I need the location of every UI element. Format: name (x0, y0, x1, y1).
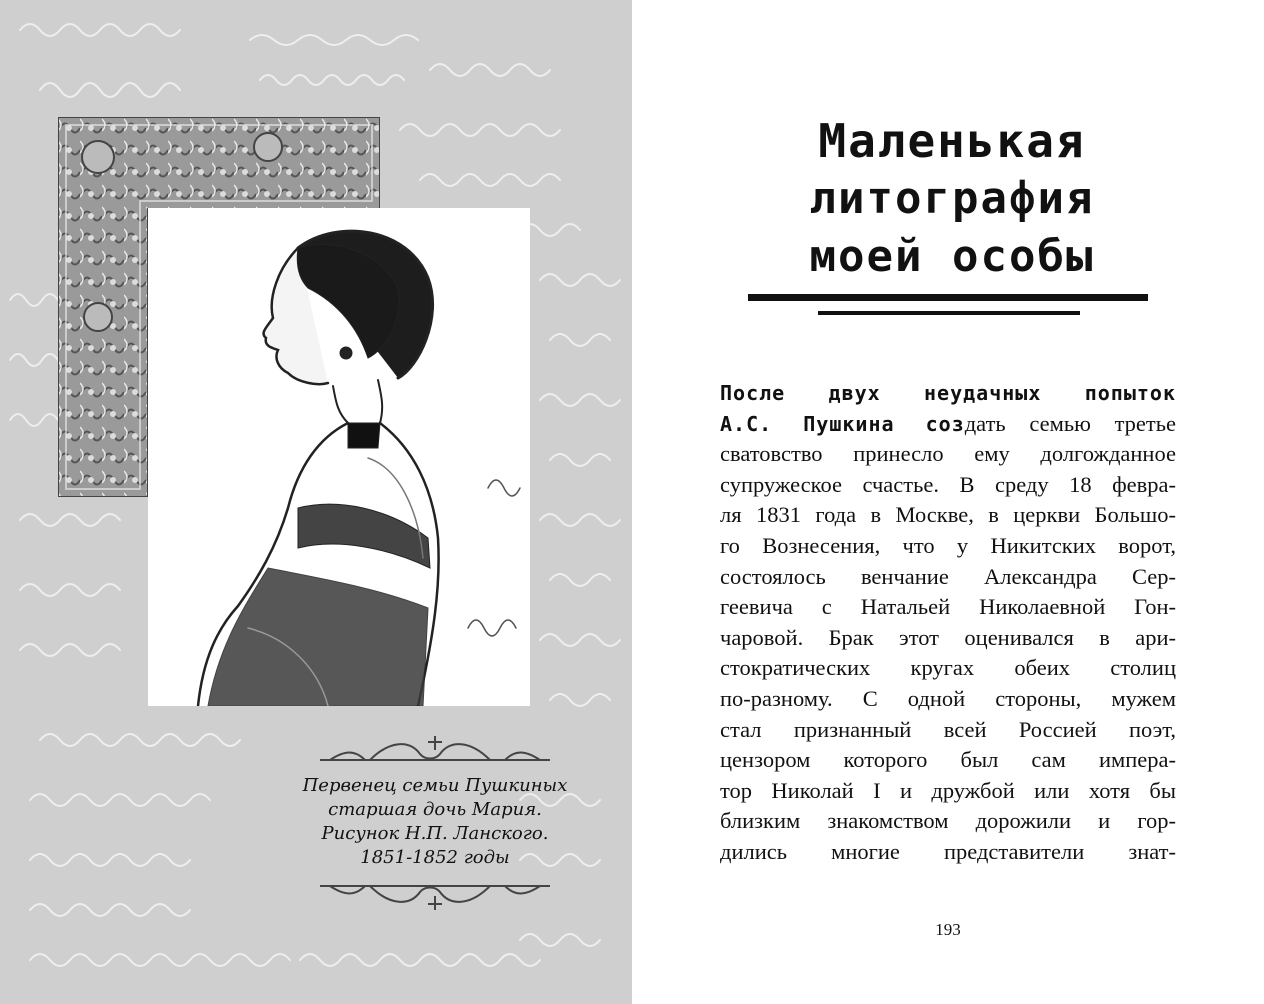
chapter-title-line-1: Маленькая (818, 114, 1086, 168)
portrait-caption (290, 774, 580, 870)
body-text (720, 378, 1176, 868)
title-rule-thick (748, 294, 1148, 301)
caption-line-1: Первенец семьи Пушкиных (302, 775, 568, 796)
chapter-title (742, 112, 1162, 286)
body-line: по-разному. С одной стороны, мужем (720, 685, 1176, 711)
body-line: тор Николай I и дружбой или хотя бы (720, 777, 1176, 803)
page-number: 193 (935, 920, 961, 939)
body-line: сватовство принесло ему долгожданное (720, 441, 1176, 467)
body-line-2-mono: А.С. Пушкина соз (720, 411, 965, 436)
caption-line-4: 1851-1852 годы (360, 847, 510, 868)
body-line: супружеское счастье. В среду 18 февра- (720, 471, 1176, 497)
body-lead-line: После двух неудачных попыток (720, 381, 1176, 405)
ornament-top (310, 730, 560, 770)
right-page (632, 0, 1264, 1004)
body-line: близким знакомством дорожили и гор- (720, 808, 1176, 834)
body-line: стократических кругах обеих столиц (720, 655, 1176, 681)
body-line-2 (720, 409, 1176, 440)
chapter-title-line-2: литография (809, 173, 1095, 224)
body-line-2-rest: дать семью третье (964, 410, 1176, 436)
portrait-drawing (148, 208, 530, 706)
caption-line-3: Рисунок Н.П. Ланского. (321, 823, 549, 844)
body-line: состоялось венчание Александра Сер- (720, 563, 1176, 589)
body-line: цензором которого был сам импера- (720, 747, 1176, 773)
body-line: чаровой. Брак этот оценивался в ари- (720, 624, 1176, 650)
body-line: дились многие представители знат- (720, 838, 1176, 864)
ornament-bottom (310, 876, 560, 916)
chapter-title-line-3: моей особы (809, 231, 1095, 282)
portrait-sketch (148, 208, 530, 706)
body-line: ля 1831 года в Москве, в церкви Большо- (720, 502, 1176, 528)
title-rule-thin (818, 311, 1080, 315)
body-line: го Вознесения, что у Никитских ворот, (720, 532, 1176, 558)
body-line: стал признанный всей Россией поэт, (720, 716, 1176, 742)
caption-line-2: старшая дочь Мария. (328, 799, 542, 820)
caption-block (290, 730, 580, 920)
body-line: геевича с Натальей Николаевной Гон- (720, 594, 1176, 620)
